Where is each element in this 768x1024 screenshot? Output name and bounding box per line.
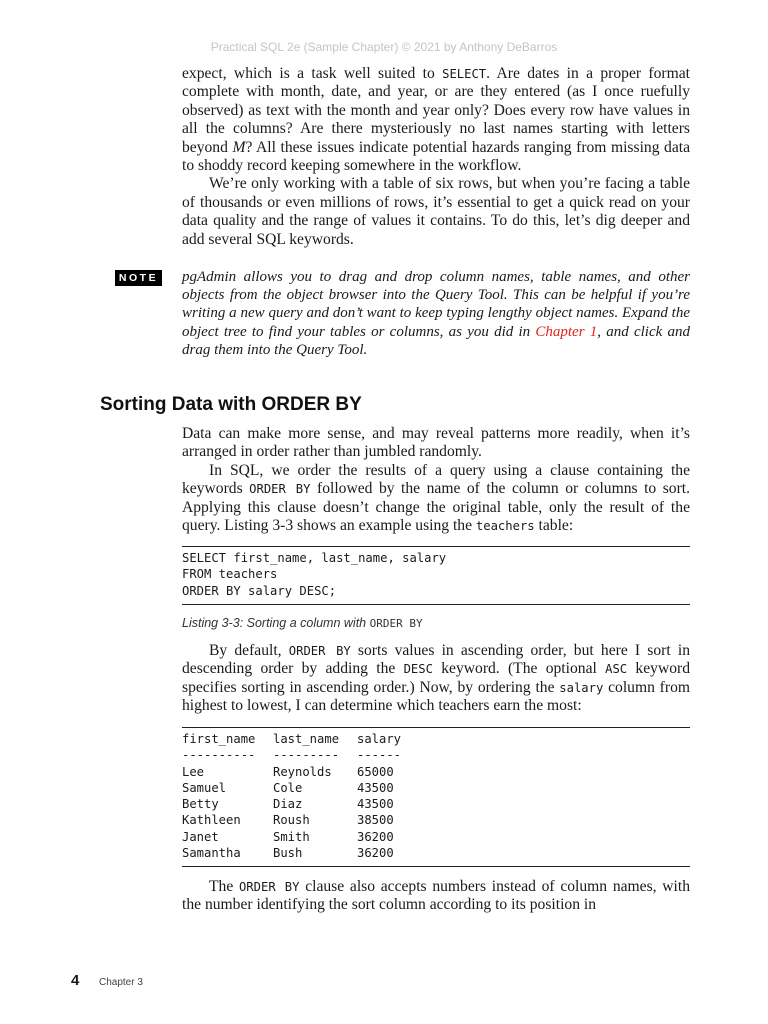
cell-salary: 43500: [357, 797, 394, 812]
paragraph-default-sort: [182, 642, 690, 716]
inline-code: DESC: [403, 662, 433, 677]
inline-code: teachers: [475, 519, 535, 534]
inline-code: ORDER BY: [249, 482, 311, 497]
cell-last-name: Diaz: [273, 797, 303, 812]
separator: ----------: [182, 748, 256, 763]
cell-salary: 38500: [357, 813, 394, 828]
cell-last-name: Bush: [273, 846, 303, 861]
table-row: [182, 780, 401, 796]
cell-last-name: Roush: [273, 813, 310, 828]
column-header: last_name: [273, 732, 340, 746]
page-number: 4: [71, 972, 80, 989]
running-head: Practical SQL 2e (Sample Chapter) © 2021 by Anthony DeBarros: [210, 40, 558, 54]
table-row: [182, 812, 401, 828]
body-paragraph: Data can make more sense, and may reveal patterns more readily, when it’s arranged in order rather than jumbled randomly.: [182, 425, 690, 461]
result-header-row: [182, 731, 401, 747]
listing-top-rule: [182, 546, 690, 547]
cell-last-name: Smith: [273, 829, 310, 844]
cell-first-name: Samantha: [182, 846, 241, 861]
note-text: pgAdmin allows you to drag and drop column names, table names, and other objects from the object browser into the Query Tool. This can be helpful if you’re writing a new query and don’t want to keep typing lengthy object names. Expand the object tree to find your tables or columns, as you did in Chapter 1, and click and drag them into the Query Tool.: [182, 269, 691, 358]
caption-code: ORDER BY: [369, 617, 423, 630]
separator: ---------: [273, 748, 340, 763]
column-header: salary: [357, 732, 402, 746]
cell-salary: 65000: [357, 764, 394, 779]
inline-code: salary: [559, 680, 604, 695]
cell-salary: 36200: [357, 846, 394, 861]
cell-salary: 36200: [357, 829, 394, 844]
body-paragraph: expect, which is a task well suited to SELECT. Are dates in a proper format complete with month, date, and year, or are they entered (as I once ruefully observed) as text with the month and year only? Does every row have values in all the columns? Are there mysteriously no last names starting with letters beyond M? All these issues indicate potential hazards ranging from missing data to shoddy record keeping somewhere in the workflow.: [182, 65, 690, 175]
listing-bottom-rule: [182, 604, 690, 605]
code-line: ORDER BY salary DESC;: [182, 583, 337, 598]
section-heading: Sorting Data with ORDER BY: [100, 394, 362, 415]
note-block: [182, 268, 690, 359]
result-table: [182, 731, 401, 861]
inline-code: ORDER BY: [288, 644, 351, 658]
table-row: [182, 845, 401, 861]
note-label: NOTE: [115, 270, 162, 286]
paragraph-order-by-numbers: [182, 878, 690, 915]
emphasis: M: [232, 138, 246, 156]
body-paragraph: We’re only working with a table of six rows, but when you’re facing a table of thousands or even millions of rows, it’s essential to get a quick read on your data quality and the range of values it contains. To do this, let’s dig deeper and add several SQL keywords.: [182, 175, 690, 248]
cell-first-name: Kathleen: [182, 813, 241, 828]
cell-first-name: Janet: [182, 829, 219, 844]
result-bottom-rule: [182, 866, 690, 867]
result-top-rule: [182, 727, 690, 728]
footer-chapter: Chapter 3: [99, 977, 143, 988]
cell-last-name: Reynolds: [273, 764, 332, 779]
inline-code: ASC: [605, 662, 628, 677]
table-row: [182, 764, 401, 780]
table-row: [182, 796, 401, 812]
code-listing: [182, 550, 690, 599]
table-row: [182, 829, 401, 845]
code-line: FROM teachers: [182, 567, 278, 582]
body-paragraph: The ORDER BY clause also accepts numbers instead of column names, with the number identifying the sort column according to its position in: [182, 878, 690, 914]
body-paragraph: By default, ORDER BY sorts values in ascending order, but here I sort in descending order by adding the DESC keyword. (The optional ASC keyword specifies sorting in ascending order.) Now, by ordering the salary column from highest to lowest, I can determine which teachers earn the most:: [182, 642, 690, 715]
cell-first-name: Lee: [182, 764, 205, 779]
column-header: first_name: [182, 732, 256, 746]
paragraph-order-by: [182, 425, 690, 535]
query-result: [182, 731, 690, 861]
code-line: SELECT first_name, last_name, salary: [182, 551, 447, 565]
listing-caption: [182, 616, 690, 630]
cell-last-name: Cole: [273, 780, 303, 795]
cell-salary: 43500: [357, 780, 394, 795]
result-separator-row: [182, 747, 401, 763]
inline-code: ORDER BY: [238, 880, 300, 894]
paragraph-data-quality: [182, 65, 690, 249]
caption-text: Listing 3-3: Sorting a column with ORDER BY: [182, 616, 423, 630]
chapter-link[interactable]: Chapter 1: [535, 323, 598, 340]
separator: ------: [357, 748, 402, 763]
body-paragraph: In SQL, we order the results of a query using a clause containing the keywords ORDER BY followed by the name of the column or columns to sort. Applying this clause doesn’t change the original table, only the result of the query. Listing 3-3 shows an example using the teachers table:: [182, 461, 691, 535]
cell-first-name: Samuel: [182, 780, 227, 795]
inline-code: SELECT: [442, 67, 487, 81]
cell-first-name: Betty: [182, 797, 219, 812]
